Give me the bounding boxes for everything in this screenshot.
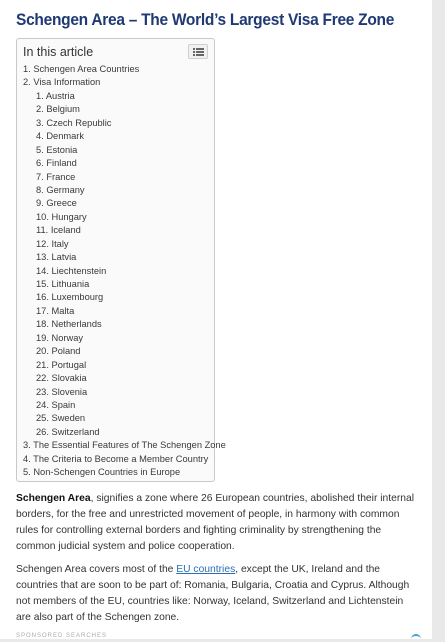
coverage-text-before: Schengen Area covers most of the <box>16 564 177 575</box>
toc-item[interactable]: 5. Estonia <box>36 144 78 155</box>
toc-item[interactable]: 17. Malta <box>36 305 75 316</box>
toc-item[interactable]: 5. Non-Schengen Countries in Europe <box>23 467 181 478</box>
list-toggle-icon[interactable] <box>188 44 208 59</box>
toc-item[interactable]: 1. Schengen Area Countries <box>23 64 140 74</box>
toc-item[interactable]: 25. Sweden <box>36 413 86 424</box>
sponsored-icon <box>411 634 421 642</box>
toc-item[interactable]: 10. Hungary <box>36 211 87 222</box>
intro-bold-term: Schengen Area <box>16 493 91 504</box>
sponsored-label: SPONSORED SEARCHES <box>16 633 108 639</box>
coverage-paragraph <box>16 562 420 626</box>
toc-item[interactable]: 4. The Criteria to Become a Member Country <box>23 453 209 464</box>
toc-item[interactable]: 16. Luxembourg <box>36 292 104 303</box>
toc-item[interactable]: 11. Iceland <box>36 225 81 236</box>
toc-item[interactable]: 3. The Essential Features of The Schengen Zone <box>23 440 226 451</box>
toc-item[interactable]: 22. Slovakia <box>36 373 87 384</box>
toc-item[interactable]: 2. Belgium <box>36 104 80 115</box>
toc-item[interactable]: 19. Norway <box>36 332 84 343</box>
toc-item[interactable]: 3. Czech Republic <box>36 117 112 128</box>
eu-countries-link[interactable]: EU countries <box>176 564 236 575</box>
coverage-text-after: , except the UK, Ireland and the countries that are soon to be part of: Romania, Bulgaria, Croatia and Cyprus. Although not members of the EU, countries like: Norway, Iceland, Switzerland and Lichtenstein are also part of the Schengen zone. <box>16 564 410 623</box>
toc-list <box>23 63 226 480</box>
intro-text: , signifies a zone where 26 European countries, abolished their internal borders, for the free and unrestricted movement of people, in harmony with common rules for controlling external borders and fighting criminality by strengthening the common judicial system and police cooperation. <box>16 493 415 552</box>
toc-item[interactable]: 2. Visa Information <box>23 77 101 88</box>
toc-item[interactable]: 1. Austria <box>36 90 75 101</box>
toc-item[interactable]: 15. Lithuania <box>36 279 90 289</box>
toc-item[interactable]: 14. Liechtenstein <box>36 265 107 276</box>
toc-item[interactable]: 18. Netherlands <box>36 319 102 330</box>
toc-item[interactable]: 8. Germany <box>36 184 85 195</box>
toc-item[interactable]: 6. Finland <box>36 158 77 169</box>
table-of-contents <box>16 38 226 482</box>
toc-item[interactable]: 20. Poland <box>36 346 81 357</box>
toc-item[interactable]: 21. Portugal <box>36 359 87 370</box>
toc-item[interactable]: 4. Denmark <box>36 131 85 142</box>
toc-item[interactable]: 24. Spain <box>36 399 76 410</box>
toc-item[interactable]: 12. Italy <box>36 238 69 249</box>
toc-item[interactable]: 13. Latvia <box>36 252 77 263</box>
article-title: Schengen Area – The World’s Largest Visa Free Zone <box>16 11 395 29</box>
intro-paragraph <box>16 491 420 555</box>
toc-item[interactable]: 26. Switzerland <box>36 426 100 437</box>
toc-item[interactable]: 9. Greece <box>36 198 77 209</box>
toc-heading: In this article <box>23 45 94 59</box>
toc-item[interactable]: 23. Slovenia <box>36 386 88 397</box>
toc-item[interactable]: 7. France <box>36 171 76 182</box>
